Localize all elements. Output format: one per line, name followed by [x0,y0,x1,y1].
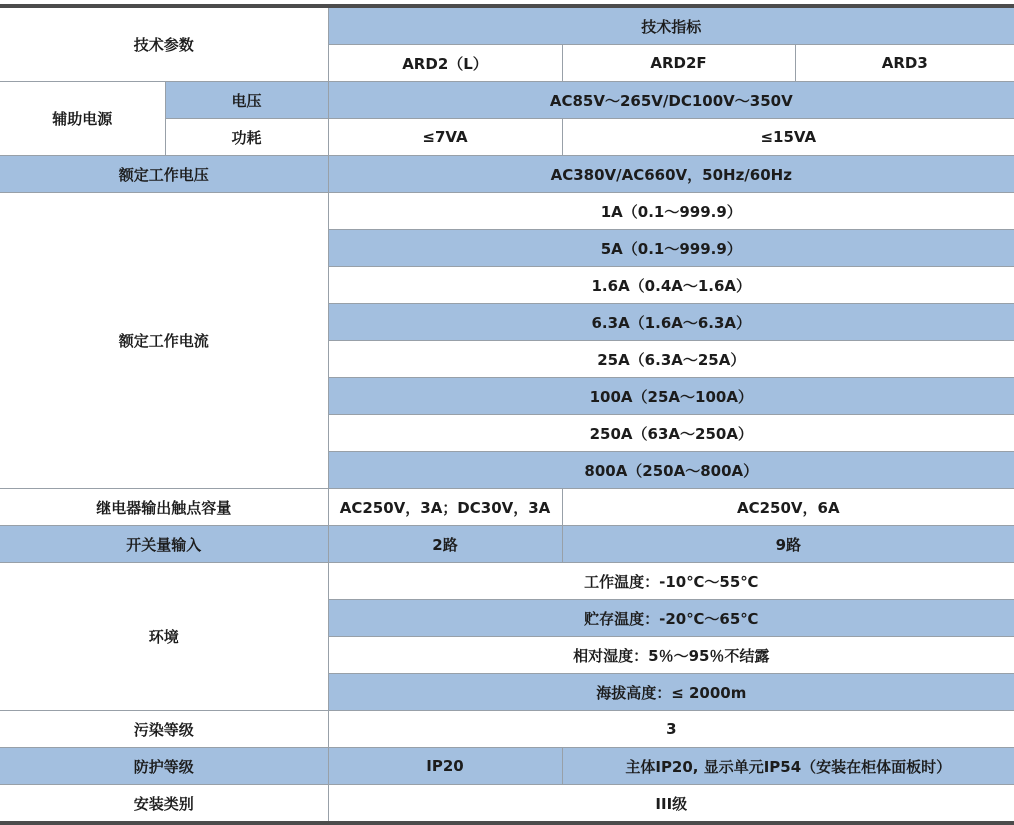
cell-current-250a: 250A（63A～250A） [328,415,1014,452]
cell-installation-category-label: 安装类别 [0,785,328,824]
cell-aux-power-label: 辅助电源 [0,82,165,156]
table-row [0,748,1014,785]
table-row [0,6,1014,45]
cell-current-800a: 800A（250A～800A） [328,452,1014,489]
cell-consumption-ard2f-ard3: ≤15VA [562,119,1014,156]
cell-current-6-3a: 6.3A（1.6A～6.3A） [328,304,1014,341]
cell-tech-specs-header: 技术指标 [328,6,1014,45]
table-row [0,193,1014,230]
table-row [0,711,1014,748]
cell-consumption-label: 功耗 [165,119,328,156]
cell-environment-label: 环境 [0,563,328,711]
cell-installation-category-value: III级 [328,785,1014,824]
spec-table-body [0,6,1014,823]
cell-pollution-degree-label: 污染等级 [0,711,328,748]
table-row [0,563,1014,600]
spec-table [0,4,1014,825]
cell-relay-output-ard2l: AC250V，3A；DC30V，3A [328,489,562,526]
cell-working-temp: 工作温度：-10℃～55℃ [328,563,1014,600]
cell-rated-current-label: 额定工作电流 [0,193,328,489]
cell-current-100a: 100A（25A～100A） [328,378,1014,415]
table-row [0,156,1014,193]
cell-switch-input-ard2f-ard3: 9路 [562,526,1014,563]
cell-protection-ard2l: IP20 [328,748,562,785]
table-row [0,489,1014,526]
cell-model-ard3: ARD3 [795,45,1014,82]
cell-relative-humidity: 相对湿度：5％～95％不结露 [328,637,1014,674]
cell-rated-voltage-label: 额定工作电压 [0,156,328,193]
cell-relay-output-ard2f-ard3: AC250V，6A [562,489,1014,526]
cell-current-1a: 1A（0.1～999.9） [328,193,1014,230]
cell-current-5a: 5A（0.1～999.9） [328,230,1014,267]
table-row [0,526,1014,563]
cell-model-ard2f: ARD2F [562,45,795,82]
cell-voltage-value: AC85V～265V/DC100V～350V [328,82,1014,119]
cell-altitude: 海拔高度：≤ 2000m [328,674,1014,711]
cell-current-25a: 25A（6.3A～25A） [328,341,1014,378]
cell-protection-ard2f-ard3: 主体IP20, 显示单元IP54（安装在柜体面板时） [562,748,1014,785]
cell-voltage-label: 电压 [165,82,328,119]
cell-pollution-degree-value: 3 [328,711,1014,748]
cell-tech-params-header: 技术参数 [0,6,328,82]
cell-rated-voltage-value: AC380V/AC660V，50Hz/60Hz [328,156,1014,193]
cell-storage-temp: 贮存温度：-20℃～65℃ [328,600,1014,637]
table-row [0,785,1014,824]
cell-protection-degree-label: 防护等级 [0,748,328,785]
cell-model-ard2l: ARD2（L） [328,45,562,82]
cell-current-1-6a: 1.6A（0.4A～1.6A） [328,267,1014,304]
table-row [0,82,1014,119]
cell-switch-input-label: 开关量输入 [0,526,328,563]
cell-relay-output-label: 继电器输出触点容量 [0,489,328,526]
cell-consumption-ard2l: ≤7VA [328,119,562,156]
cell-switch-input-ard2l: 2路 [328,526,562,563]
